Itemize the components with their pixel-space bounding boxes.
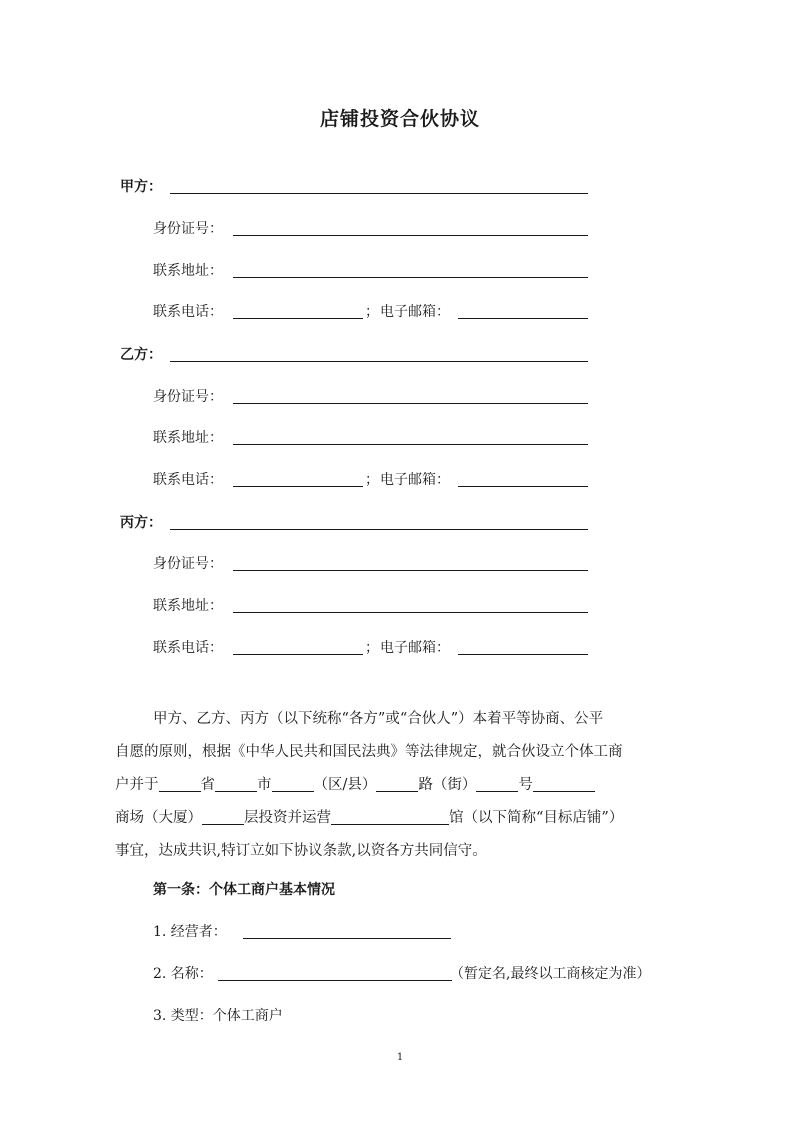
intro-l3-e: 路（街） — [418, 777, 477, 793]
party-c-row — [120, 513, 600, 533]
intro-line-1: 甲方、乙方、丙方（以下统称“各方”或“合伙人”）本着平等协商、公平 — [153, 711, 604, 727]
city-blank[interactable] — [215, 773, 257, 792]
document-title: 店铺投资合伙协议 — [319, 108, 480, 130]
intro-line-2: 自愿的原则，根据《中华人民共和国民法典》等法律规定，就合伙设立个体工商 — [115, 744, 623, 760]
party-a-id-label: 身份证号： — [153, 221, 223, 237]
party-c-id-row — [153, 554, 603, 574]
page-number: 1 — [396, 1052, 404, 1063]
intro-paragraph — [115, 703, 685, 868]
party-c-id-label: 身份证号： — [153, 556, 223, 572]
party-a-address-row — [153, 261, 603, 281]
intro-line-4 — [115, 802, 685, 835]
venue-blank[interactable] — [331, 806, 449, 825]
party-c-label: 丙方： — [120, 515, 162, 531]
party-c-blank[interactable] — [170, 529, 588, 530]
party-a-email-blank[interactable] — [458, 318, 588, 319]
party-c-phone-blank[interactable] — [233, 654, 363, 655]
party-c-email-label: 电子邮箱： — [380, 640, 450, 656]
party-a-phone-label: 联系电话： — [153, 304, 223, 320]
party-b-contact-row — [153, 470, 603, 490]
article-1-item-1 — [153, 922, 463, 942]
party-b-label: 乙方： — [120, 347, 162, 363]
party-b-address-row — [153, 428, 603, 448]
party-b-id-blank[interactable] — [233, 403, 588, 404]
article-1-item-3: 3. 类型：个体工商户 — [153, 1008, 283, 1024]
party-a-email-label: 电子邮箱： — [380, 304, 450, 320]
party-a-id-blank[interactable] — [233, 235, 588, 236]
party-c-separator: ； — [365, 640, 379, 656]
party-b-phone-blank[interactable] — [233, 486, 363, 487]
intro-l4-a: 商场（大厦） — [115, 810, 202, 826]
party-a-label: 甲方： — [120, 179, 162, 195]
party-a-address-label: 联系地址： — [153, 263, 223, 279]
party-a-contact-row — [153, 302, 603, 322]
article-1-heading: 第一条：个体工商户基本情况 — [153, 882, 335, 898]
party-b-row — [120, 345, 600, 365]
party-b-phone-label: 联系电话： — [153, 472, 223, 488]
party-c-phone-label: 联系电话： — [153, 640, 223, 656]
shop-name-blank[interactable] — [218, 980, 452, 981]
intro-l3-c: 市 — [257, 777, 272, 793]
operator-label: 1. 经营者： — [153, 924, 227, 940]
party-b-separator: ； — [365, 472, 379, 488]
party-a-id-row — [153, 219, 603, 239]
shop-name-note: （暂定名,最终以工商核定为准） — [450, 966, 651, 982]
intro-line-3 — [115, 769, 685, 802]
party-b-email-label: 电子邮箱： — [380, 472, 450, 488]
party-c-address-label: 联系地址： — [153, 598, 223, 614]
party-c-id-blank[interactable] — [233, 570, 588, 571]
party-c-email-blank[interactable] — [458, 654, 588, 655]
party-a-separator: ； — [365, 304, 379, 320]
district-blank[interactable] — [272, 773, 314, 792]
intro-l3-a: 户并于 — [115, 777, 159, 793]
party-b-blank[interactable] — [170, 361, 588, 362]
shop-name-label: 2. 名称： — [153, 966, 213, 982]
party-a-phone-blank[interactable] — [233, 318, 363, 319]
mall-blank[interactable] — [533, 773, 595, 792]
intro-line-5: 事宜，达成共识,特订立如下协议条款,以资各方共同信守。 — [115, 843, 487, 859]
party-b-id-label: 身份证号： — [153, 389, 223, 405]
intro-l3-f: 号 — [518, 777, 533, 793]
intro-l4-c: 馆（以下简称“目标店铺”） — [449, 810, 624, 826]
party-c-address-blank[interactable] — [233, 612, 588, 613]
intro-l3-d: （区/县） — [313, 777, 377, 793]
operator-blank[interactable] — [243, 938, 451, 939]
party-b-email-blank[interactable] — [458, 486, 588, 487]
party-a-row — [120, 177, 600, 197]
party-b-address-label: 联系地址： — [153, 430, 223, 446]
party-c-contact-row — [153, 638, 603, 658]
party-b-address-blank[interactable] — [233, 444, 588, 445]
party-b-id-row — [153, 387, 603, 407]
road-blank[interactable] — [376, 773, 418, 792]
floor-blank[interactable] — [202, 806, 244, 825]
intro-l4-b: 层投资并运营 — [244, 810, 331, 826]
party-a-blank[interactable] — [170, 193, 588, 194]
number-blank[interactable] — [476, 773, 518, 792]
province-blank[interactable] — [159, 773, 201, 792]
party-a-address-blank[interactable] — [233, 277, 588, 278]
party-c-address-row — [153, 596, 603, 616]
intro-l3-b: 省 — [200, 777, 215, 793]
